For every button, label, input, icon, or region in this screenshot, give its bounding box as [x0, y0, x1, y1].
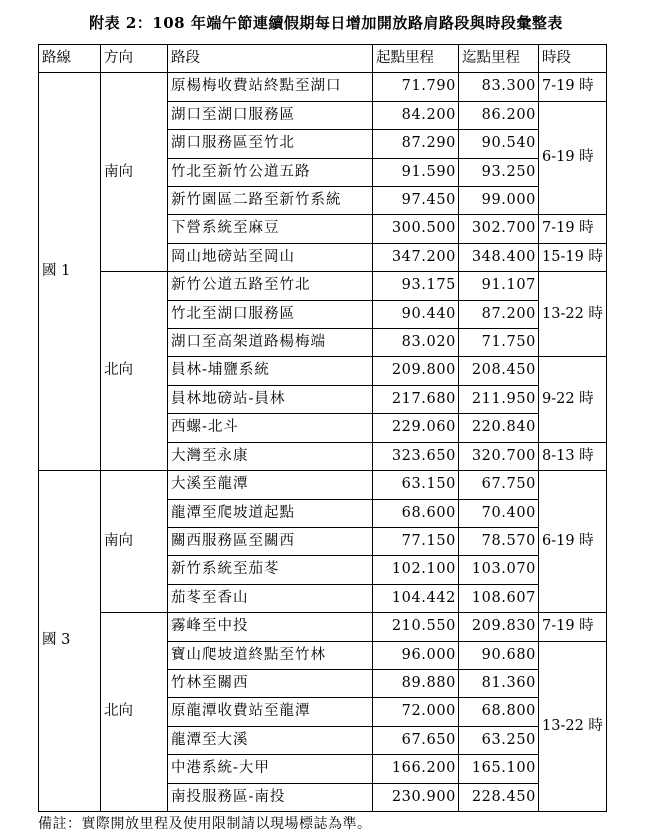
end-cell: 93.250 [459, 158, 539, 186]
end-cell: 103.070 [459, 556, 539, 584]
header-end: 迄點里程 [459, 45, 539, 73]
segment-cell: 新竹園區二路至新竹系統 [168, 187, 373, 215]
table-row [39, 613, 607, 641]
end-cell: 348.400 [459, 243, 539, 271]
segment-cell: 湖口至高架道路楊梅端 [168, 329, 373, 357]
start-cell: 97.450 [373, 187, 459, 215]
time-cell: 7-19 時 [539, 73, 607, 101]
segment-cell: 員林-埔鹽系統 [168, 357, 373, 385]
start-cell: 102.100 [373, 556, 459, 584]
route-cell-g1: 國 1 [39, 73, 101, 471]
time-cell: 13-22 時 [539, 641, 607, 811]
end-cell: 87.200 [459, 300, 539, 328]
time-cell: 6-19 時 [539, 471, 607, 613]
end-cell: 320.700 [459, 442, 539, 470]
start-cell: 210.550 [373, 613, 459, 641]
time-cell: 13-22 時 [539, 272, 607, 357]
segment-cell: 寶山爬坡道終點至竹林 [168, 641, 373, 669]
segment-cell: 茄苳至香山 [168, 584, 373, 612]
start-cell: 67.650 [373, 726, 459, 754]
end-cell: 68.800 [459, 698, 539, 726]
table-row [39, 272, 607, 300]
start-cell: 230.900 [373, 783, 459, 811]
segment-cell: 新竹系統至茄苳 [168, 556, 373, 584]
time-cell: 6-19 時 [539, 101, 607, 215]
segment-cell: 竹北至新竹公道五路 [168, 158, 373, 186]
end-cell: 67.750 [459, 471, 539, 499]
direction-cell-g3-north: 北向 [101, 613, 168, 812]
header-row [39, 45, 607, 73]
direction-cell-g3-south: 南向 [101, 471, 168, 613]
shoulder-schedule-table [38, 44, 607, 812]
start-cell: 300.500 [373, 215, 459, 243]
segment-cell: 員林地磅站-員林 [168, 385, 373, 413]
end-cell: 90.540 [459, 130, 539, 158]
end-cell: 63.250 [459, 726, 539, 754]
segment-cell: 龍潭至爬坡道起點 [168, 499, 373, 527]
start-cell: 166.200 [373, 755, 459, 783]
start-cell: 93.175 [373, 272, 459, 300]
start-cell: 77.150 [373, 527, 459, 555]
start-cell: 84.200 [373, 101, 459, 129]
start-cell: 91.590 [373, 158, 459, 186]
end-cell: 108.607 [459, 584, 539, 612]
start-cell: 209.800 [373, 357, 459, 385]
end-cell: 71.750 [459, 329, 539, 357]
time-cell: 7-19 時 [539, 613, 607, 641]
time-cell: 7-19 時 [539, 215, 607, 243]
page-title: 附表 2：108 年端午節連續假期每日增加開放路肩路段與時段彙整表 [89, 14, 563, 32]
header-start: 起點里程 [373, 45, 459, 73]
end-cell: 211.950 [459, 385, 539, 413]
segment-cell: 西螺-北斗 [168, 414, 373, 442]
end-cell: 81.360 [459, 669, 539, 697]
segment-cell: 原龍潭收費站至龍潭 [168, 698, 373, 726]
segment-cell: 湖口至湖口服務區 [168, 101, 373, 129]
start-cell: 229.060 [373, 414, 459, 442]
start-cell: 71.790 [373, 73, 459, 101]
start-cell: 72.000 [373, 698, 459, 726]
end-cell: 209.830 [459, 613, 539, 641]
segment-cell: 大灣至永康 [168, 442, 373, 470]
end-cell: 83.300 [459, 73, 539, 101]
segment-cell: 岡山地磅站至岡山 [168, 243, 373, 271]
start-cell: 104.442 [373, 584, 459, 612]
time-cell: 8-13 時 [539, 442, 607, 470]
start-cell: 323.650 [373, 442, 459, 470]
segment-cell: 竹林至關西 [168, 669, 373, 697]
end-cell: 220.840 [459, 414, 539, 442]
time-cell: 9-22 時 [539, 357, 607, 442]
header-route: 路線 [39, 45, 101, 73]
header-time: 時段 [539, 45, 607, 73]
segment-cell: 霧峰至中投 [168, 613, 373, 641]
direction-cell-g1-north: 北向 [101, 272, 168, 471]
segment-cell: 新竹公道五路至竹北 [168, 272, 373, 300]
end-cell: 86.200 [459, 101, 539, 129]
end-cell: 91.107 [459, 272, 539, 300]
start-cell: 63.150 [373, 471, 459, 499]
end-cell: 78.570 [459, 527, 539, 555]
segment-cell: 下營系統至麻豆 [168, 215, 373, 243]
start-cell: 90.440 [373, 300, 459, 328]
start-cell: 217.680 [373, 385, 459, 413]
header-segment: 路段 [168, 45, 373, 73]
segment-cell: 湖口服務區至竹北 [168, 130, 373, 158]
time-cell: 15-19 時 [539, 243, 607, 271]
route-cell-g3: 國 3 [39, 471, 101, 812]
start-cell: 87.290 [373, 130, 459, 158]
end-cell: 302.700 [459, 215, 539, 243]
segment-cell: 原楊梅收費站終點至湖口 [168, 73, 373, 101]
end-cell: 70.400 [459, 499, 539, 527]
end-cell: 99.000 [459, 187, 539, 215]
end-cell: 208.450 [459, 357, 539, 385]
start-cell: 68.600 [373, 499, 459, 527]
table-row [39, 73, 607, 101]
segment-cell: 關西服務區至關西 [168, 527, 373, 555]
segment-cell: 南投服務區-南投 [168, 783, 373, 811]
end-cell: 90.680 [459, 641, 539, 669]
segment-cell: 大溪至龍潭 [168, 471, 373, 499]
start-cell: 347.200 [373, 243, 459, 271]
start-cell: 89.880 [373, 669, 459, 697]
table-row [39, 471, 607, 499]
header-direction: 方向 [101, 45, 168, 73]
end-cell: 165.100 [459, 755, 539, 783]
segment-cell: 竹北至湖口服務區 [168, 300, 373, 328]
start-cell: 83.020 [373, 329, 459, 357]
footnote: 備註：實際開放里程及使用限制請以現場標誌為準。 [38, 816, 372, 832]
segment-cell: 龍潭至大溪 [168, 726, 373, 754]
direction-cell-g1-south: 南向 [101, 73, 168, 272]
segment-cell: 中港系統-大甲 [168, 755, 373, 783]
end-cell: 228.450 [459, 783, 539, 811]
start-cell: 96.000 [373, 641, 459, 669]
